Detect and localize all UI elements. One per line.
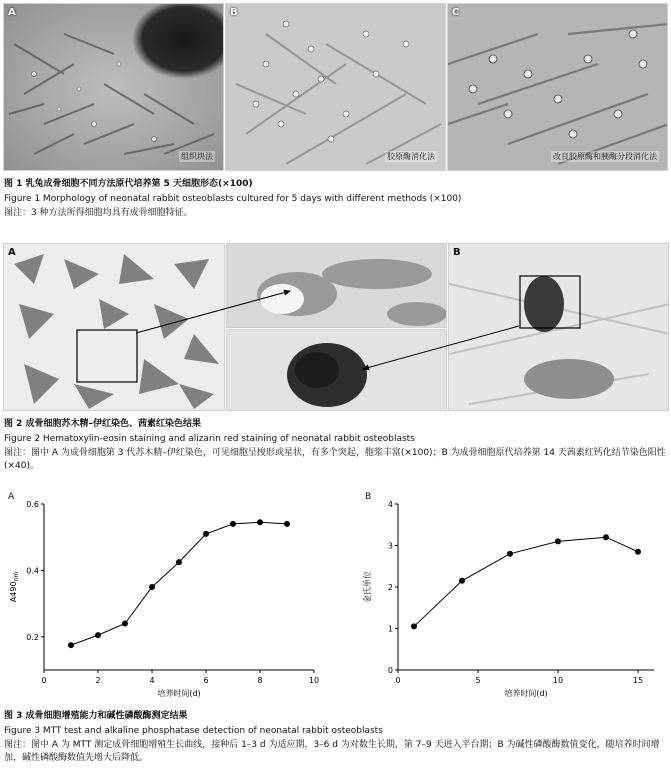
figure2-caption-title: 图 2 成骨细胞苏木精–伊红染色、茜素红染色结果: [4, 419, 202, 429]
figure1-caption-title: 图 1 乳兔成骨细胞不同方法原代培养第 5 天细胞形态(×100): [4, 179, 253, 189]
data-point: [176, 559, 182, 565]
y-tick-label: 3: [387, 541, 393, 551]
x-tick-label: 2: [95, 676, 101, 685]
y-tick-label: 0: [387, 666, 393, 675]
panel-method-label: 胶原酶消化法: [387, 152, 435, 161]
data-point: [411, 623, 417, 629]
data-point: [284, 521, 290, 527]
x-tick-label: 10: [552, 676, 564, 685]
data-point: [635, 549, 641, 555]
chart-b-letter: B: [365, 492, 372, 502]
data-point: [459, 578, 465, 584]
x-tick-label: 15: [632, 676, 644, 685]
y-tick-label: 0.4: [26, 566, 39, 576]
data-point: [507, 551, 513, 557]
data-point: [555, 538, 561, 544]
series-line: [71, 522, 287, 645]
x-tick-label: 0: [41, 676, 47, 685]
panel-letter: A: [8, 247, 16, 258]
figure2-caption-note: 图注：图中 A 为成骨细胞第 3 代苏木精–伊红染色，可见细胞呈梭形或星状，有多个突起，胞浆丰富(×100)；B 为成骨细胞原代培养第 14 天茜素红钙化结节染色阳性(×40)。: [4, 448, 666, 471]
alp-chart: [356, 492, 666, 702]
zoom-arrow-b: [363, 326, 519, 369]
data-point: [230, 521, 236, 527]
x-axis-title: 培养时间(d): [504, 689, 548, 698]
x-tick-label: 0: [395, 676, 401, 685]
figure1-caption-note: 图注：3 种方法所得细胞均具有成骨细胞特征。: [4, 208, 193, 218]
data-point: [68, 642, 74, 648]
panel-method-label: 改良胶原酶和胰酶分段消化法: [553, 152, 657, 161]
y-axis-title: $A490_{nm}$: [9, 571, 20, 603]
figure2-caption-en: Figure 2 Hematoxylin-eosin staining and alizarin red staining of neonatal rabbit osteoblasts: [4, 434, 415, 444]
figure3-caption-title: 图 3 成骨细胞增殖能力和碱性磷酸酶测定结果: [4, 711, 188, 721]
y-tick-label: 0.2: [26, 632, 39, 642]
data-point: [95, 632, 101, 638]
zoom-arrow-a: [136, 291, 290, 333]
x-tick-label: 4: [149, 676, 155, 685]
data-point: [203, 531, 209, 537]
panel-method-label: 组织块法: [181, 152, 213, 161]
y-axis-title: 金氏单位: [363, 571, 372, 603]
data-point: [149, 584, 155, 590]
x-axis-title: 培养时间(d): [157, 689, 201, 698]
y-tick-label: 2: [387, 583, 393, 592]
figure3-caption-note: 图注：图中 A 为 MTT 测定成骨细胞增殖生长曲线，接种后 1–3 d 为适应期，3–6 d 为对数生长期，第 7–9 天进入平台期；B 为碱性磷酸酶数值变化，随培养时间增加，碱性磷酸酶数值先增大后降低。: [4, 740, 660, 763]
mtt-growth-chart: [0, 492, 330, 702]
data-point: [603, 534, 609, 540]
panel-letter: C: [452, 7, 460, 18]
data-point: [257, 519, 263, 525]
figure3-caption-en: Figure 3 MTT test and alkaline phosphatase detection of neonatal rabbit osteoblasts: [4, 726, 383, 736]
series-line: [414, 537, 638, 626]
data-point: [122, 621, 128, 627]
x-tick-label: 6: [203, 676, 209, 685]
panel-letter: B: [230, 7, 238, 18]
x-tick-label: 5: [475, 676, 481, 685]
figure1-caption-en: Figure 1 Morphology of neonatal rabbit osteoblasts cultured for 5 days with different methods (×100): [4, 194, 462, 204]
y-tick-label: 1: [387, 624, 393, 634]
chart-a-letter: A: [8, 492, 15, 502]
panel-letter: A: [8, 7, 16, 18]
y-tick-label: 0.6: [26, 500, 39, 509]
panel-letter: B: [453, 247, 461, 258]
x-tick-label: 8: [257, 676, 263, 685]
x-tick-label: 10: [308, 676, 320, 685]
y-tick-label: 4: [387, 500, 393, 509]
